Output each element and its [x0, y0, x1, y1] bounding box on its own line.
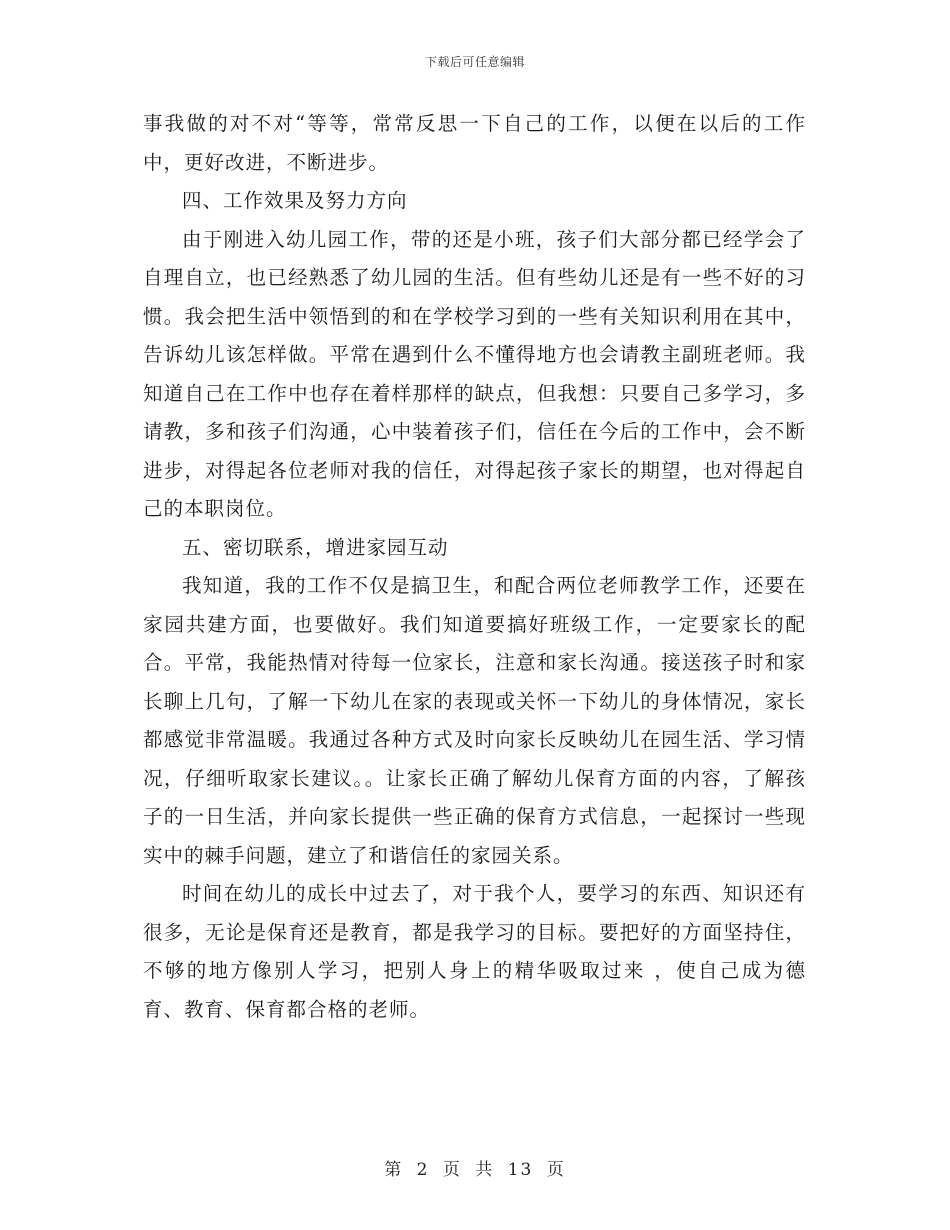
document-body [143, 105, 806, 1029]
page-footer: 第 2 页 共 13 页 [384, 1160, 566, 1180]
paragraph-home-school: 我知道，我的工作不仅是搞卫生，和配合两位老师教学工作，还要在家园共建方面，也要做好。我们知道要搞好班级工作，一定要家长的配合。平常，我能热情对待每一位家长，注意和家长沟通。接送孩子时和家长聊上几句，了解一下幼儿在家的表现或关怀一下幼儿的身体情况，家长都感觉非常温暖。我通过各种方式及时向家长反映幼儿在园生活、学习情况，仔细听取家长建议。。让家长正确了解幼儿保育方面的内容，了解孩子的一日生活，并向家长提供一些正确的保育方式信息，一起探讨一些现实中的棘手问题，建立了和谐信任的家园关系。 [143, 574, 806, 867]
paragraph-conclusion: 时间在幼儿的成长中过去了，对于我个人，要学习的东西、知识还有很多，无论是保育还是教育，都是我学习的目标。要把好的方面坚持住，不够的地方像别人学习，把别人身上的精华吸取过来 ，使自己成为德育、教育、保育都合格的老师。 [143, 882, 806, 1021]
page-header: 下载后可任意编辑 [424, 55, 525, 69]
section-heading-work-results: 四、工作效果及努力方向 [182, 189, 408, 212]
paragraph-work-results: 由于刚进入幼儿园工作，带的还是小班，孩子们大部分都已经学会了自理自立，也已经熟悉了幼儿园的生活。但有些幼儿还是有一些不好的习惯。我会把生活中领悟到的和在学校学习到的一些有关知识利用在其中，告诉幼儿该怎样做。平常在遇到什么不懂得地方也会请教主副班老师。我知道自己在工作中也存在着样那样的缺点，但我想：只要自己多学习，多请教，多和孩子们沟通，心中装着孩子们，信任在今后的工作中，会不断进步，对得起各位老师对我的信任，对得起孩子家长的期望，也对得起自己的本职岗位。 [143, 227, 806, 520]
section-heading-home-school: 五、密切联系，增进家园互动 [182, 535, 449, 559]
paragraph-continuation: 事我做的对不对“等等，常常反思一下自己的工作，以便在以后的工作中，更好改进，不断进步。 [143, 112, 806, 174]
